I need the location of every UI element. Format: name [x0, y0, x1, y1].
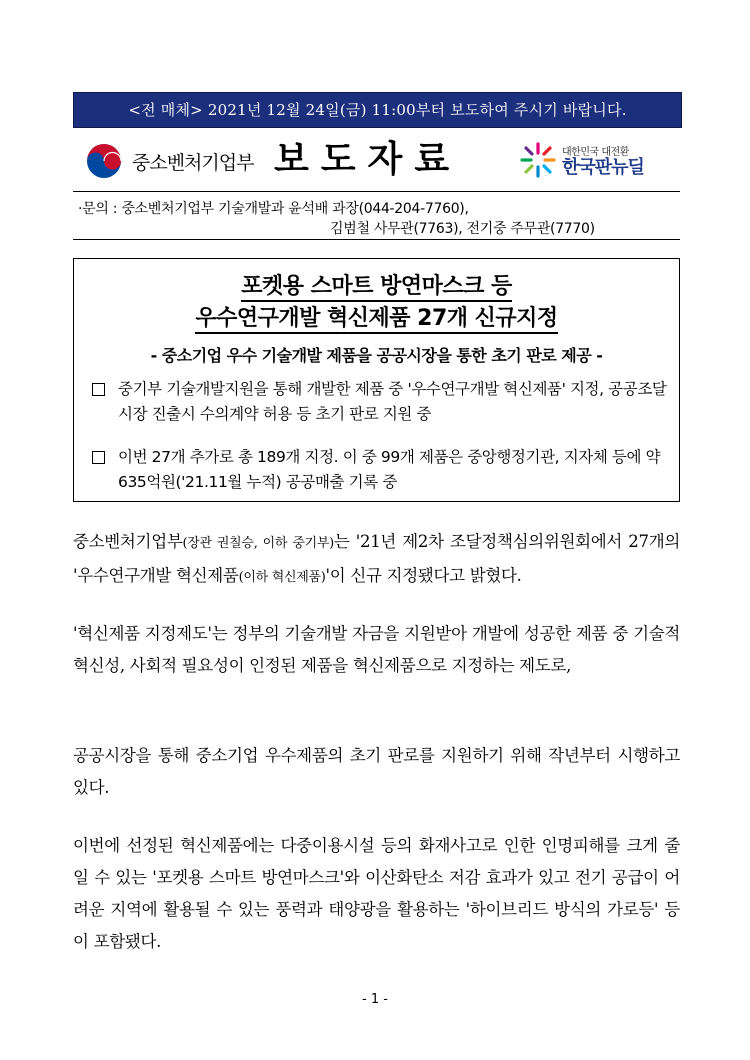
ministry-logo [84, 137, 253, 185]
headline-subtitle: - 중소기업 우수 기술개발 제품을 공공시장을 통한 초기 판로 제공 - [150, 346, 603, 365]
body-paragraph-4: 이번에 선정된 혁신제품에는 다중이용시설 등의 화재사고로 인한 인명피해를 크게 줄일 수 있는 '포켓용 스마트 방연마스크'와 이산화탄소 저감 효과가 있고 전기 공급이 어려운 지역에 활용될 수 있는 풍력과 태양광을 활용하는 '하이브리드 방식의 가로등' 등이 포함됐다. [73, 836, 680, 951]
summary-bullet: 중기부 기술개발지원을 통해 개발한 제품 중 '우수연구개발 혁신제품' 지정, 공공조달시장 진출시 수의계약 허용 등 초기 판로 지원 중 [92, 377, 672, 427]
body-paragraph-2: '혁신제품 지정제도'는 정부의 기술개발 자금을 지원받아 개발에 성공한 제품 중 기술적 혁신성, 사회적 필요성이 인정된 제품을 혁신제품으로 지정하는 제도로, [73, 624, 680, 675]
headline-line-2: 우수연구개발 혁신제품 27개 신규지정 [74, 301, 679, 332]
newdeal-tagline: 대한민국 대전환 [562, 146, 629, 158]
page-number: - 1 - [362, 992, 388, 1007]
ministry-name: 중소벤처기업부 [132, 151, 254, 174]
press-release-title: 보도자료 [274, 138, 462, 180]
contact-line-1: ·문의 : 중소벤처기업부 기술개발과 윤석배 과장(044-204-7760), [78, 201, 469, 217]
contact-line-2: 김범철 사무관(7763), 전기중 주무관(7770) [330, 221, 595, 237]
newdeal-logo-icon [518, 140, 558, 180]
checkbox-square-icon [92, 451, 105, 464]
embargo-banner: <전 매체> 2021년 12월 24일(금) 11:00부터 보도하여 주시기 바랍니다. [73, 92, 682, 128]
body-paragraph-1: 중소벤처기업부(장관 권칠승, 이하 중기부)는 '21년 제2차 조달정책심의위원회에서 27개의 '우수연구개발 혁신제품(이하 혁신제품)'이 신규 지정됐다고 밝혔다. [73, 532, 680, 585]
taegeuk-logo-icon [84, 141, 124, 181]
checkbox-square-icon [92, 383, 105, 396]
summary-bullet: 이번 27개 추가로 총 189개 지정. 이 중 99개 제품은 중앙행정기관, 지자체 등에 약 635억원('21.11월 누적) 공공매출 기록 중 [92, 445, 672, 495]
headline-box [73, 258, 680, 502]
newdeal-name: 한국판뉴딜 [562, 156, 644, 178]
headline-line-1: 포켓용 스마트 방연마스크 등 [74, 269, 679, 300]
divider-top [73, 191, 680, 192]
body-paragraph-3: 공공시장을 통해 중소기업 우수제품의 초기 판로를 지원하기 위해 작년부터 시행하고 있다. [73, 746, 680, 797]
divider-bottom [73, 239, 680, 240]
newdeal-logo [518, 137, 644, 183]
